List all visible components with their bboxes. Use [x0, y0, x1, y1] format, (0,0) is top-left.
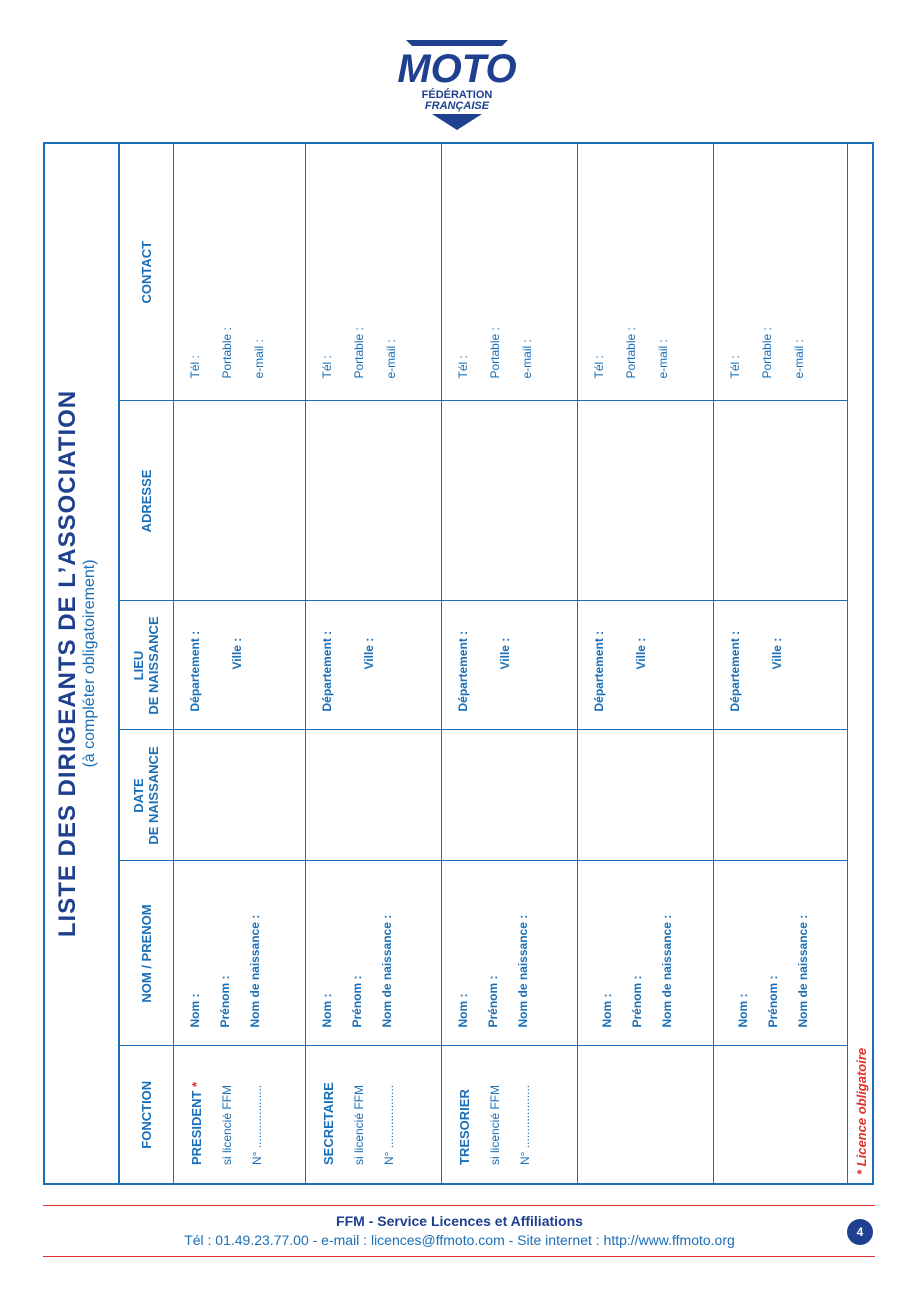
date-cell[interactable]	[173, 730, 305, 861]
fonction-cell	[173, 1046, 305, 1183]
nom-field[interactable]: Nom :	[187, 993, 202, 1028]
contact-cell	[305, 144, 441, 401]
page-number-badge: 4	[847, 1219, 873, 1245]
numero-field[interactable]: N° ...................	[249, 1084, 264, 1165]
nom-naissance-field[interactable]: Nom de naissance :	[247, 914, 262, 1028]
email-field[interactable]: e-mail :	[791, 339, 806, 379]
portable-field[interactable]: Portable :	[351, 327, 366, 379]
prenom-field[interactable]: Prénom :	[629, 975, 644, 1028]
portable-field[interactable]: Portable :	[759, 327, 774, 379]
ville-field[interactable]: Ville :	[497, 637, 512, 670]
footer-title: FFM - Service Licences et Affiliations	[336, 1213, 583, 1229]
col-date-naissance: DATE DE NAISSANCE	[119, 730, 173, 861]
adresse-cell[interactable]	[173, 401, 305, 601]
fonction-cell[interactable]	[577, 1046, 713, 1183]
logo-word: MOTO	[397, 47, 517, 91]
licencie-label: si licencié FFM	[219, 1084, 234, 1165]
ffm-logo	[392, 38, 522, 133]
page-subtitle: (à compléter obligatoirement)	[81, 559, 98, 768]
role-tresorier: TRESORIER	[456, 1089, 472, 1165]
numero-field[interactable]: N° ...................	[381, 1084, 396, 1165]
prenom-field[interactable]: Prénom :	[765, 975, 780, 1028]
departement-field[interactable]: Département :	[727, 630, 742, 712]
table-header-row	[119, 144, 173, 1183]
portable-field[interactable]: Portable :	[623, 327, 638, 379]
nom-field[interactable]: Nom :	[735, 993, 750, 1028]
date-cell[interactable]	[713, 730, 847, 861]
adresse-cell[interactable]	[577, 401, 713, 601]
adresse-cell[interactable]	[305, 401, 441, 601]
nom-naissance-field[interactable]: Nom de naissance :	[659, 914, 674, 1028]
ville-field[interactable]: Ville :	[361, 637, 376, 670]
footer-bottom-rule	[43, 1256, 875, 1257]
fonction-cell	[305, 1046, 441, 1183]
nom-cell	[173, 861, 305, 1046]
departement-field[interactable]: Département :	[187, 630, 202, 712]
email-field[interactable]: e-mail :	[383, 339, 398, 379]
licencie-label: si licencié FFM	[487, 1084, 502, 1165]
nom-cell	[577, 861, 713, 1046]
logo-line2: FRANÇAISE	[424, 100, 490, 112]
tel-field[interactable]: Tél :	[591, 355, 606, 379]
footnote-row	[847, 144, 873, 1183]
table-row	[173, 144, 305, 1183]
form-header	[45, 144, 118, 1183]
footnote: * Licence obligatoire	[853, 1047, 869, 1175]
col-fonction: FONCTION	[119, 1046, 173, 1183]
fonction-cell[interactable]	[713, 1046, 847, 1183]
footer-top-rule	[43, 1205, 875, 1206]
contact-cell	[441, 144, 577, 401]
nom-cell	[441, 861, 577, 1046]
page-title: LISTE DES DIRIGEANTS DE L’ASSOCIATION	[54, 389, 81, 938]
email-field[interactable]: e-mail :	[251, 339, 266, 379]
contact-cell	[713, 144, 847, 401]
nom-naissance-field[interactable]: Nom de naissance :	[515, 914, 530, 1028]
ville-field[interactable]: Ville :	[229, 637, 244, 670]
adresse-cell[interactable]	[441, 401, 577, 601]
departement-field[interactable]: Département :	[455, 630, 470, 712]
nom-field[interactable]: Nom :	[319, 993, 334, 1028]
prenom-field[interactable]: Prénom :	[349, 975, 364, 1028]
nom-cell	[713, 861, 847, 1046]
portable-field[interactable]: Portable :	[219, 327, 234, 379]
table-row	[305, 144, 441, 1183]
role-secretaire: SECRETAIRE	[320, 1082, 336, 1165]
tel-field[interactable]: Tél :	[187, 355, 202, 379]
date-cell[interactable]	[305, 730, 441, 861]
dirigeants-table	[118, 144, 873, 1183]
lieu-cell	[305, 601, 441, 730]
ville-field[interactable]: Ville :	[633, 637, 648, 670]
col-adresse: ADRESSE	[119, 401, 173, 601]
numero-field[interactable]: N° ...................	[517, 1084, 532, 1165]
tel-field[interactable]: Tél :	[455, 355, 470, 379]
table-row	[577, 144, 713, 1183]
role-president: PRESIDENT *	[188, 1081, 204, 1165]
departement-field[interactable]: Département :	[319, 630, 334, 712]
departement-field[interactable]: Département :	[591, 630, 606, 712]
nom-field[interactable]: Nom :	[455, 993, 470, 1028]
lieu-cell	[713, 601, 847, 730]
nom-naissance-field[interactable]: Nom de naissance :	[795, 914, 810, 1028]
form-frame	[43, 142, 874, 1185]
lieu-cell	[441, 601, 577, 730]
date-cell[interactable]	[577, 730, 713, 861]
table-row	[441, 144, 577, 1183]
rotated-form	[45, 144, 872, 1183]
col-nom-prenom: NOM / PRENOM	[119, 861, 173, 1046]
email-field[interactable]: e-mail :	[519, 339, 534, 379]
licencie-label: si licencié FFM	[351, 1084, 366, 1165]
date-cell[interactable]	[441, 730, 577, 861]
col-lieu-naissance: LIEU DE NAISSANCE	[119, 601, 173, 730]
nom-naissance-field[interactable]: Nom de naissance :	[379, 914, 394, 1028]
col-contact: CONTACT	[119, 144, 173, 401]
contact-cell	[577, 144, 713, 401]
footer-contact-info: Tél : 01.49.23.77.00 - e-mail : licences@ffmoto.com - Site internet : http://www.ffmoto.org	[184, 1232, 735, 1248]
fonction-cell	[441, 1046, 577, 1183]
tel-field[interactable]: Tél :	[319, 355, 334, 379]
adresse-cell[interactable]	[713, 401, 847, 601]
lieu-cell	[577, 601, 713, 730]
ville-field[interactable]: Ville :	[769, 637, 784, 670]
table-row	[713, 144, 847, 1183]
email-field[interactable]: e-mail :	[655, 339, 670, 379]
tel-field[interactable]: Tél :	[727, 355, 742, 379]
nom-field[interactable]: Nom :	[599, 993, 614, 1028]
footnote-cell	[847, 144, 873, 1183]
portable-field[interactable]: Portable :	[487, 327, 502, 379]
lieu-cell	[173, 601, 305, 730]
prenom-field[interactable]: Prénom :	[217, 975, 232, 1028]
prenom-field[interactable]: Prénom :	[485, 975, 500, 1028]
contact-cell	[173, 144, 305, 401]
logo-line1: FÉDÉRATION	[421, 89, 493, 101]
nom-cell	[305, 861, 441, 1046]
